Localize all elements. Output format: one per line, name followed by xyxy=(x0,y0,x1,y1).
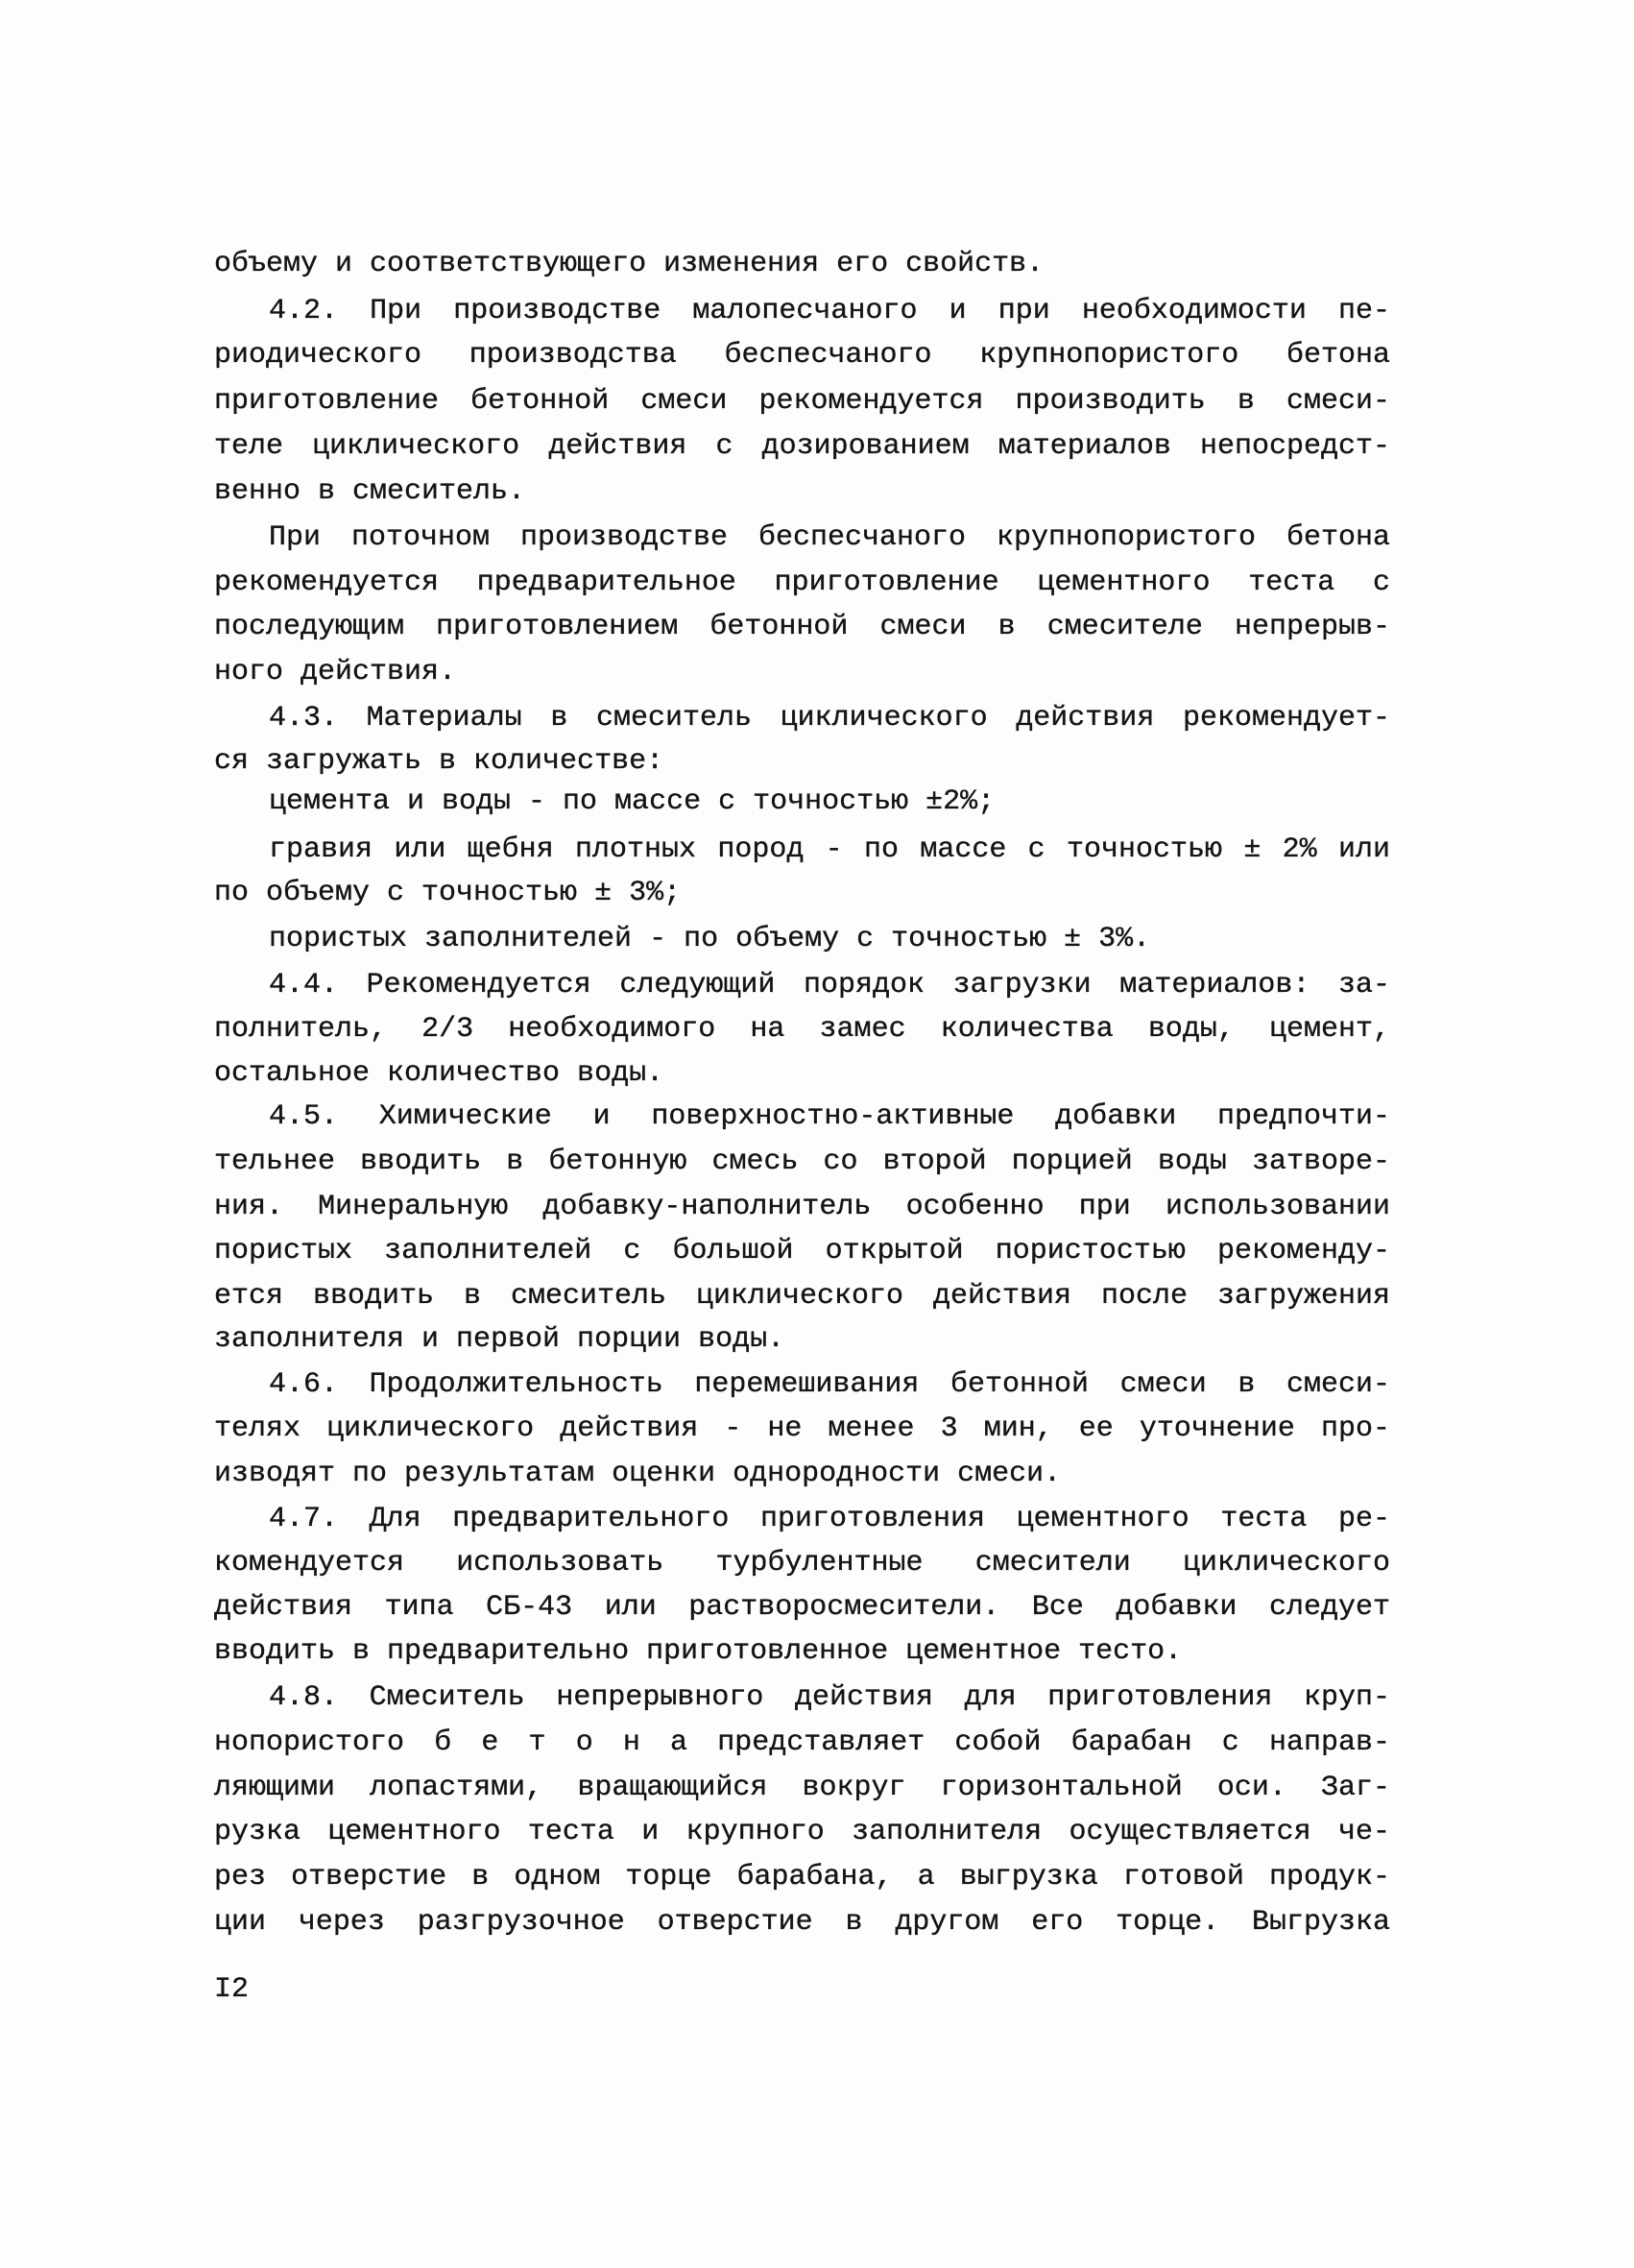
text-line: заполнителя и первой порции воды. xyxy=(214,1323,785,1356)
text-line: рузка цементного теста и крупного заполнителя осуществляется че- xyxy=(214,1816,1390,1848)
text-line: 4.2. При производстве малопесчаного и при необходимости пе- xyxy=(269,295,1390,327)
text-line: 4.4. Рекомендуется следующий порядок загрузки материалов: за- xyxy=(269,969,1390,1001)
text-line: цемента и воды - по массе с точностью ±2%; xyxy=(269,785,996,818)
text-line: последующим приготовлением бетонной смеси в смесителе непрерыв- xyxy=(214,611,1390,643)
text-line: пористых заполнителей с большой открытой пористостью рекоменду- xyxy=(214,1235,1390,1267)
text-line: по объему с точностью ± 3%; xyxy=(214,877,682,909)
text-line: объему и соответствующего изменения его свойств. xyxy=(214,248,1045,280)
text-line: венно в смеситель. xyxy=(214,475,526,508)
text-line: комендуется использовать турбулентные смесители циклического xyxy=(214,1547,1390,1580)
text-line: изводят по результатам оценки однородности смеси. xyxy=(214,1458,1062,1490)
text-line: полнитель, 2/3 необходимого на замес количества воды, цемент, xyxy=(214,1013,1390,1046)
text-line: 4.3. Материалы в смеситель циклического действия рекомендует- xyxy=(269,702,1390,735)
text-line: телях циклического действия - не менее 3 мин, ее уточнение про- xyxy=(214,1412,1390,1445)
text-line: ся загружать в количестве: xyxy=(214,745,664,778)
page-number: I2 xyxy=(214,1973,250,2006)
text-line: ляющими лопастями, вращающийся вокруг горизонтальной оси. Заг- xyxy=(214,1772,1390,1804)
text-line: ного действия. xyxy=(214,656,457,688)
text-line: 4.5. Химические и поверхностно-активные добавки предпочти- xyxy=(269,1100,1390,1133)
text-line: остальное количество воды. xyxy=(214,1057,664,1090)
text-line: рез отверстие в одном торце барабана, а выгрузка готовой продук- xyxy=(214,1861,1390,1894)
text-line: ния. Минеральную добавку-наполнитель особенно при использовании xyxy=(214,1191,1390,1223)
text-line: рекомендуется предварительное приготовление цементного теста с xyxy=(214,567,1390,599)
text-line: 4.7. Для предварительного приготовления цементного теста ре- xyxy=(269,1503,1390,1535)
text-line: теле циклического действия с дозированием материалов непосредст- xyxy=(214,430,1390,463)
text-line: нопористого б е т о н а представляет собой барабан с направ- xyxy=(214,1726,1390,1759)
text-line: пористых заполнителей - по объему с точностью ± 3%. xyxy=(269,923,1151,955)
text-line: приготовление бетонной смеси рекомендуется производить в смеси- xyxy=(214,385,1390,418)
text-line: При поточном производстве беспесчаного крупнопористого бетона xyxy=(269,521,1390,554)
text-line: ции через разгрузочное отверстие в другом его торце. Выгрузка xyxy=(214,1906,1390,1939)
text-line: вводить в предварительно приготовленное цементное тесто. xyxy=(214,1635,1183,1668)
text-line: тельнее вводить в бетонную смесь со второй порцией воды затворе- xyxy=(214,1146,1390,1178)
text-line: риодического производства беспесчаного крупнопористого бетона xyxy=(214,339,1390,372)
text-line: действия типа СБ-43 или растворосмесители. Все добавки следует xyxy=(214,1591,1390,1624)
text-line: 4.8. Смеситель непрерывного действия для приготовления круп- xyxy=(269,1681,1390,1714)
text-line: гравия или щебня плотных пород - по массе с точностью ± 2% или xyxy=(269,833,1390,866)
text-line: ется вводить в смеситель циклического действия после загружения xyxy=(214,1280,1390,1313)
text-line: 4.6. Продолжительность перемешивания бетонной смеси в смеси- xyxy=(269,1368,1390,1401)
